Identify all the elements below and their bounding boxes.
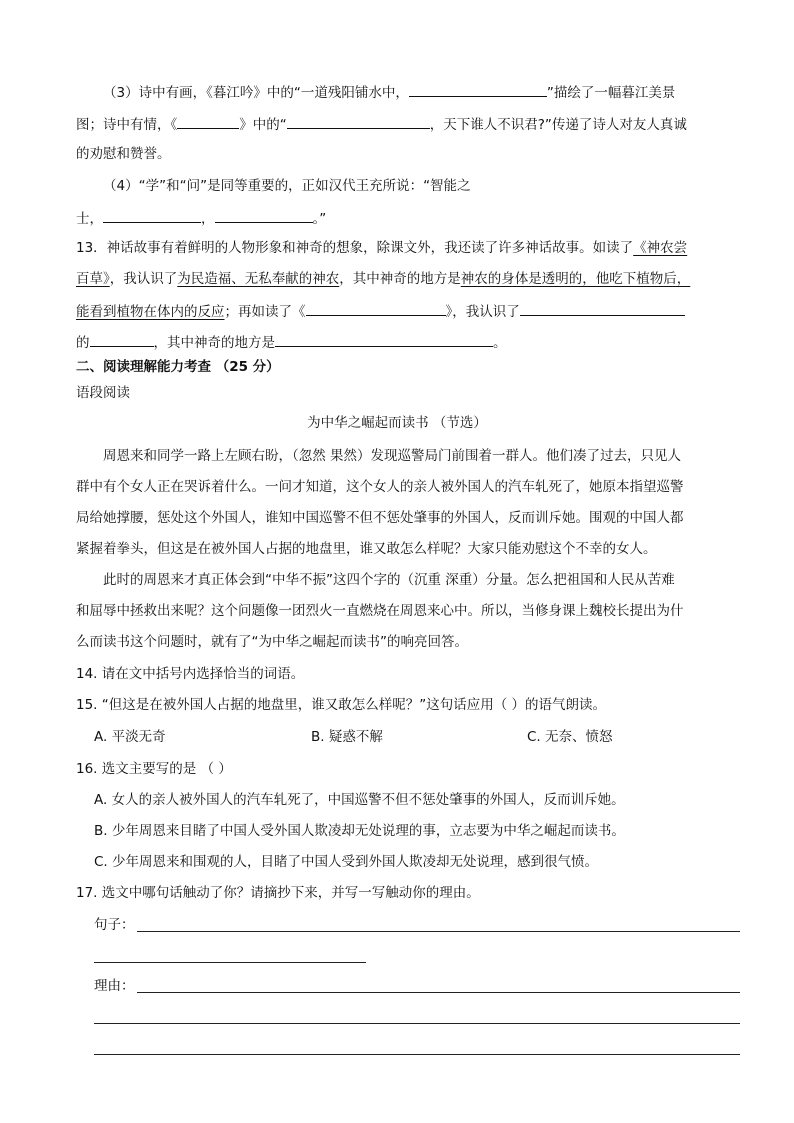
q13-text-3b: ；再如读了《 — [224, 304, 306, 320]
q12-3-blank-3[interactable] — [287, 113, 430, 129]
q13-text-2a: 百草》 — [76, 271, 110, 287]
q12-3-text-c: 图；诗中有情，《 — [76, 117, 178, 133]
q12-4-text-d: 。” — [312, 211, 327, 227]
q13-text-1b: 《神农尝 — [633, 240, 688, 256]
q13-blank-magic[interactable] — [275, 331, 493, 347]
section-heading: 二、阅读理解能力考查 （25 分） — [76, 359, 280, 375]
q17-sentence-line-2[interactable] — [94, 962, 366, 963]
passage-p2-line2: 和屈辱中拯救出来呢？这个问题像一团烈火一直燃烧在周恩来心中。所以，当修身课上魏校长提出为什 — [76, 603, 684, 619]
q13-blank-character[interactable] — [520, 300, 685, 316]
q13-line3 — [76, 300, 685, 322]
q12-3-text-a: （3）诗中有画，《暮江吟》中的“一道残阳铺水中， — [103, 85, 409, 101]
q12-3-text-d: 》中的“ — [239, 117, 287, 133]
q13-text-4b: ，其中神奇的地方是 — [153, 335, 275, 351]
q16-stem: 16. 选文主要写的是 （ ） — [76, 761, 232, 777]
q15-option-b[interactable]: B. 疑惑不解 — [311, 729, 383, 745]
q12-3-text-e: ，天下谁人不识君?”传递了诗人对友人真诚 — [429, 117, 687, 133]
passage-p2-line1: 此时的周恩来才真正体会到“中华不振”这四个字的（沉重 深重）分量。怎么把祖国和人民从苦难 — [103, 572, 675, 588]
q17-reason-line-1[interactable] — [137, 992, 740, 993]
q16-option-c[interactable]: C. 少年周恩来和围观的人，目睹了中国人受到外国人欺凌却无处说理，感到很气愤。 — [94, 854, 599, 870]
q15-option-a[interactable]: A. 平淡无奇 — [94, 729, 166, 745]
q17-reason-line-2[interactable] — [94, 1023, 740, 1024]
q12-4-text-a: （4）“学”和“问”是同等重要的，正如汉代王充所说：“智能之 — [103, 178, 471, 194]
q12-4-text-c: ， — [201, 211, 215, 227]
section-subheading: 语段阅读 — [76, 385, 130, 401]
q13-text-2e: 神农的身体是透明的，他吃下植物后， — [460, 271, 691, 287]
q13-text-2b: ，我认识了 — [109, 271, 178, 287]
q13-line1 — [76, 238, 687, 258]
q15-option-c[interactable]: C. 无奈、愤怒 — [527, 729, 613, 745]
q16-option-b[interactable]: B. 少年周恩来目睹了中国人受外国人欺凌却无处说理的事，立志要为中华之崛起而读书。 — [94, 823, 625, 839]
q12-4-line1 — [103, 176, 471, 196]
passage-p1-line2: 群中有个女人正在哭诉着什么。一问才知道，这个女人的亲人被外国人的汽车轧死了，她原本指望巡警 — [76, 479, 684, 495]
q13-text-4a: 的 — [76, 335, 90, 351]
q13-blank-trait[interactable] — [90, 331, 154, 347]
q12-4-line2 — [76, 207, 326, 229]
q17-sentence-label: 句子： — [94, 917, 135, 933]
passage-title: 为中华之崛起而读书 （节选） — [307, 415, 487, 431]
passage-p1-line4: 紧握着拳头，但这是在被外国人占据的地盘里，谁又敢怎么样呢？大家只能劝慰这个不幸的女人。 — [76, 541, 657, 557]
q12-4-blank-1[interactable] — [103, 207, 201, 223]
q12-3-blank-1[interactable] — [409, 81, 547, 97]
q13-text-3a: 能看到植物在体内的反应 — [76, 304, 225, 320]
q12-4-text-b: 士， — [76, 211, 103, 227]
q15-stem: 15. “但这是在被外国人占据的地盘里，谁又敢怎么样呢？”这句话应用（ ）的语气朗读。 — [76, 697, 607, 713]
q12-3-line2 — [76, 113, 687, 135]
passage-p1-line1: 周恩来和同学一路上左顾右盼，（忽然 果然）发现巡警局门前围着一群人。他们凑了过去，只见人 — [103, 448, 682, 464]
q13-text-2c: 为民造福、无私奉献的神农 — [177, 271, 340, 287]
q12-3-blank-2[interactable] — [177, 113, 239, 129]
passage-p2-line3: 么而读书这个问题时，就有了“为中华之崛起而读书”的响亮回答。 — [76, 634, 468, 650]
q13-line2 — [76, 269, 690, 289]
q17-reason-line-3[interactable] — [94, 1054, 740, 1055]
q12-4-blank-2[interactable] — [215, 207, 313, 223]
q13-line4 — [76, 331, 507, 353]
q13-blank-book[interactable] — [306, 300, 446, 316]
passage-p1-line3: 局给她撑腰，惩处这个外国人，谁知中国巡警不但不惩处肇事的外国人，反而训斥她。围观的中国人都 — [76, 510, 684, 526]
q12-3-line1 — [103, 81, 675, 103]
q17-reason-label: 理由： — [94, 978, 135, 994]
q16-option-a[interactable]: A. 女人的亲人被外国人的汽车轧死了，中国巡警不但不惩处肇事的外国人，反而训斥她。 — [94, 792, 625, 808]
q12-3-text-b: ”描绘了一幅暮江美景 — [546, 85, 676, 101]
q12-3-text-f: 的劝慰和赞誉。 — [76, 146, 171, 162]
q17-sentence-line-1[interactable] — [137, 931, 740, 932]
q13-text-2d: ，其中神奇的地方是 — [339, 271, 461, 287]
q17-stem: 17. 选文中哪句话触动了你？请摘抄下来，并写一写触动你的理由。 — [76, 885, 480, 901]
q14-stem: 14. 请在文中括号内选择恰当的词语。 — [76, 666, 305, 682]
q12-3-line3 — [76, 144, 171, 164]
q13-text-1a: 13．神话故事有着鲜明的人物形象和神奇的想象，除课文外，我还读了许多神话故事。如读了 — [76, 240, 634, 256]
q13-text-4c: 。 — [493, 335, 507, 351]
q13-text-3c: 》，我认识了 — [445, 304, 520, 320]
